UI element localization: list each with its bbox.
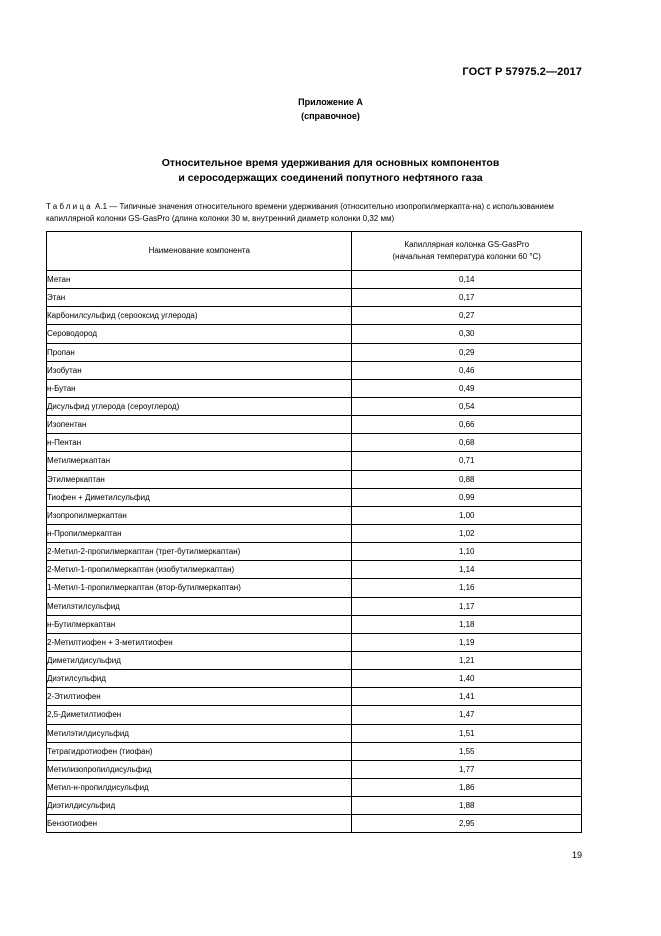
table-caption-label: Таблица — [46, 202, 93, 211]
table-row — [47, 615, 582, 633]
component-name: Диметилдисульфид — [47, 651, 352, 669]
component-name: Метилэтилдисульфид — [47, 724, 352, 742]
table-row — [47, 271, 582, 289]
table-row — [47, 470, 582, 488]
component-name: 2-Метилтиофен + 3-метилтиофен — [47, 633, 352, 651]
component-name: Метилизопропилдисульфид — [47, 760, 352, 778]
component-name: 2-Метил-2-пропилмеркаптан (трет-бутилмеркаптан) — [47, 543, 352, 561]
component-name: Этилмеркаптан — [47, 470, 352, 488]
table-row — [47, 452, 582, 470]
retention-value: 1,77 — [352, 760, 582, 778]
table-row — [47, 706, 582, 724]
table-row — [47, 343, 582, 361]
table-row — [47, 688, 582, 706]
document-title-line1: Относительное время удерживания для основных компонентов — [161, 157, 500, 169]
table-row — [47, 361, 582, 379]
component-name: Тиофен + Диметилсульфид — [47, 488, 352, 506]
table-row — [47, 651, 582, 669]
table-row — [47, 379, 582, 397]
appendix-subtitle: (справочное) — [301, 111, 360, 121]
component-name: н-Бутилмеркаптан — [47, 615, 352, 633]
retention-value: 0,46 — [352, 361, 582, 379]
table-row — [47, 416, 582, 434]
table-row — [47, 561, 582, 579]
retention-value: 0,68 — [352, 434, 582, 452]
retention-value: 0,14 — [352, 271, 582, 289]
appendix-title: Приложение А — [298, 97, 363, 107]
component-name: Метилэтилсульфид — [47, 597, 352, 615]
retention-value: 0,71 — [352, 452, 582, 470]
table-row — [47, 488, 582, 506]
component-name: н-Пропилмеркаптан — [47, 524, 352, 542]
retention-value: 0,27 — [352, 307, 582, 325]
retention-value: 1,17 — [352, 597, 582, 615]
table-row — [47, 307, 582, 325]
retention-value: 0,29 — [352, 343, 582, 361]
table-row — [47, 778, 582, 796]
table-row — [47, 543, 582, 561]
table-row — [47, 670, 582, 688]
table-caption — [46, 201, 586, 225]
table-header-row — [47, 232, 582, 271]
retention-value: 0,88 — [352, 470, 582, 488]
retention-value: 1,41 — [352, 688, 582, 706]
retention-value: 1,02 — [352, 524, 582, 542]
table-row — [47, 597, 582, 615]
retention-value: 1,86 — [352, 778, 582, 796]
table-row — [47, 724, 582, 742]
retention-value: 2,95 — [352, 815, 582, 833]
retention-value: 1,19 — [352, 633, 582, 651]
component-name: Метилмеркаптан — [47, 452, 352, 470]
component-name: Этан — [47, 289, 352, 307]
retention-value: 0,66 — [352, 416, 582, 434]
retention-value: 1,47 — [352, 706, 582, 724]
component-name: Изопентан — [47, 416, 352, 434]
table-row — [47, 325, 582, 343]
retention-value: 1,16 — [352, 579, 582, 597]
retention-value: 0,54 — [352, 397, 582, 415]
retention-value: 1,40 — [352, 670, 582, 688]
document-title — [0, 156, 661, 186]
component-name: Карбонилсульфид (серооксид углерода) — [47, 307, 352, 325]
table-row — [47, 506, 582, 524]
value-header-line1: Капиллярная колонка GS-GasPro — [404, 240, 530, 249]
retention-value: 1,18 — [352, 615, 582, 633]
gost-number: ГОСТ Р 57975.2—2017 — [462, 66, 582, 78]
retention-time-table — [46, 231, 582, 833]
table-row — [47, 524, 582, 542]
component-name: 2,5-Диметилтиофен — [47, 706, 352, 724]
retention-value: 1,00 — [352, 506, 582, 524]
appendix-heading — [0, 95, 661, 123]
page-number: 19 — [571, 850, 582, 860]
table-row — [47, 742, 582, 760]
component-name: Метан — [47, 271, 352, 289]
component-name: Диэтилсульфид — [47, 670, 352, 688]
component-name: Изобутан — [47, 361, 352, 379]
table-caption-text: А.1 — Типичные значения относительного времени удерживания (относительно изопропилмеркапта-на) с использованием капиллярной колонки GS-GasPro (длина колонки 30 м, внутренний диаметр колонки 0,32 мм) — [46, 202, 554, 223]
table-row — [47, 815, 582, 833]
value-column-header — [352, 232, 582, 271]
retention-value: 1,55 — [352, 742, 582, 760]
component-name: Бензотиофен — [47, 815, 352, 833]
retention-value: 0,17 — [352, 289, 582, 307]
retention-value: 0,49 — [352, 379, 582, 397]
component-name: Диэтилдисульфид — [47, 797, 352, 815]
table-body — [47, 271, 582, 833]
name-column-header: Наименование компонента — [47, 232, 352, 271]
table-row — [47, 289, 582, 307]
component-name: Изопропилмеркаптан — [47, 506, 352, 524]
table-row — [47, 579, 582, 597]
component-name: 2-Этилтиофен — [47, 688, 352, 706]
retention-value: 0,30 — [352, 325, 582, 343]
component-name: Пропан — [47, 343, 352, 361]
table-row — [47, 797, 582, 815]
component-name: 1-Метил-1-пропилмеркаптан (втор-бутилмеркаптан) — [47, 579, 352, 597]
table-row — [47, 434, 582, 452]
value-header-line2: (начальная температура колонки 60 °С) — [392, 252, 541, 261]
component-name: н-Бутан — [47, 379, 352, 397]
component-name: н-Пентан — [47, 434, 352, 452]
retention-value: 1,10 — [352, 543, 582, 561]
retention-value: 1,88 — [352, 797, 582, 815]
retention-value: 0,99 — [352, 488, 582, 506]
component-name: Тетрагидротиофен (тиофан) — [47, 742, 352, 760]
component-name: Метил-н-пропилдисульфид — [47, 778, 352, 796]
retention-value: 1,21 — [352, 651, 582, 669]
component-name: Дисульфид углерода (сероуглерод) — [47, 397, 352, 415]
table-row — [47, 760, 582, 778]
retention-value: 1,51 — [352, 724, 582, 742]
retention-value: 1,14 — [352, 561, 582, 579]
component-name: Сероводород — [47, 325, 352, 343]
table-row — [47, 397, 582, 415]
component-name: 2-Метил-1-пропилмеркаптан (изобутилмеркаптан) — [47, 561, 352, 579]
document-title-line2: и серосодержащих соединений попутного нефтяного газа — [178, 172, 483, 184]
table-row — [47, 633, 582, 651]
